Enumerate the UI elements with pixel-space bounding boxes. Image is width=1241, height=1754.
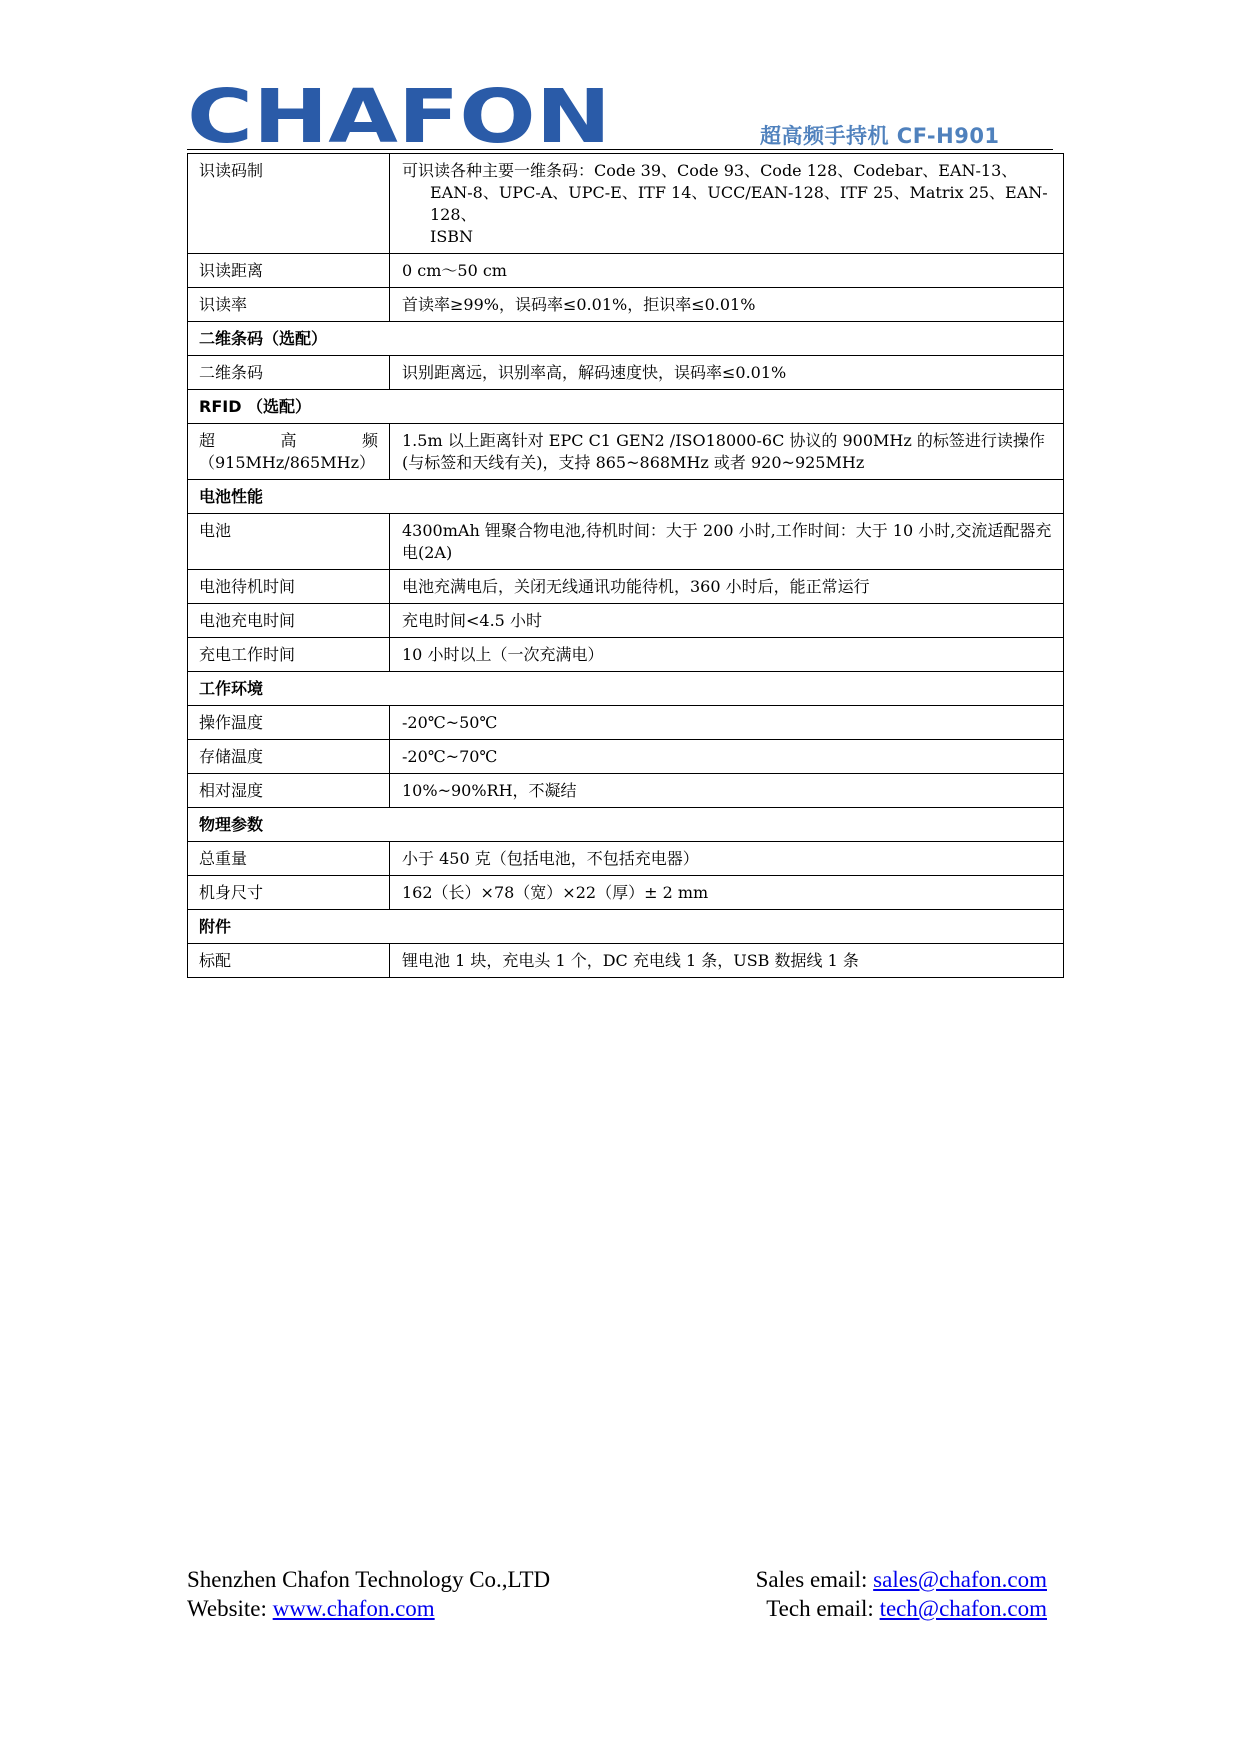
- section-title: 物理参数: [188, 808, 1064, 842]
- row-label: 识读率: [188, 288, 390, 322]
- row-label: 电池待机时间: [188, 570, 390, 604]
- section-header: [188, 390, 1064, 424]
- table-row: [188, 154, 1064, 254]
- footer: [187, 1565, 1047, 1623]
- table-row: [188, 842, 1064, 876]
- row-value: 162（长）×78（宽）×22（厚）± 2 mm: [390, 876, 1064, 910]
- row-label: 电池充电时间: [188, 604, 390, 638]
- row-value: 锂电池 1 块，充电头 1 个，DC 充电线 1 条，USB 数据线 1 条: [390, 944, 1064, 978]
- section-header: [188, 480, 1064, 514]
- row-label: 相对湿度: [188, 774, 390, 808]
- row-value: 首读率≥99%，误码率≤0.01%，拒识率≤0.01%: [390, 288, 1064, 322]
- section-header: [188, 322, 1064, 356]
- website-link[interactable]: www.chafon.com: [272, 1596, 435, 1621]
- section-header: [188, 808, 1064, 842]
- sales-contact: [756, 1565, 1047, 1594]
- row-label: 二维条码: [188, 356, 390, 390]
- value-line: ISBN: [430, 227, 474, 246]
- row-label: 电池: [188, 514, 390, 570]
- chafon-logo: [187, 86, 611, 148]
- section-header: [188, 910, 1064, 944]
- tech-label: Tech email:: [766, 1596, 880, 1621]
- label-line: [199, 430, 378, 452]
- row-value: [390, 154, 1064, 254]
- section-header: [188, 672, 1064, 706]
- value-line: 可识读各种主要一维条码：Code 39、Code 93、Code 128、Codebar、EAN-13、: [402, 161, 1018, 180]
- table-row: [188, 638, 1064, 672]
- row-value: 0 cm～50 cm: [390, 254, 1064, 288]
- row-label: 识读码制: [188, 154, 390, 254]
- table-row: [188, 774, 1064, 808]
- table-row: [188, 424, 1064, 480]
- tech-contact: [766, 1594, 1047, 1623]
- row-value: 10%~90%RH，不凝结: [390, 774, 1064, 808]
- website-label: Website:: [187, 1596, 273, 1621]
- row-label: [188, 424, 390, 480]
- label-char: 频: [361, 431, 378, 450]
- table-row: [188, 706, 1064, 740]
- table-row: [188, 570, 1064, 604]
- row-label: 标配: [188, 944, 390, 978]
- table-row: [188, 514, 1064, 570]
- section-title: 二维条码（选配）: [188, 322, 1064, 356]
- footer-row: [187, 1565, 1047, 1594]
- row-label: 识读距离: [188, 254, 390, 288]
- section-title: RFID （选配）: [188, 390, 1064, 424]
- label-char: 高: [280, 431, 297, 450]
- tech-email-link[interactable]: tech@chafon.com: [879, 1596, 1047, 1621]
- label-char: 超: [199, 431, 216, 450]
- document-title: 超高频手持机 CF-H901: [760, 124, 1000, 148]
- table-row: [188, 288, 1064, 322]
- row-label: 机身尺寸: [188, 876, 390, 910]
- footer-row: [187, 1594, 1047, 1623]
- sales-label: Sales email:: [755, 1567, 874, 1592]
- row-label: 操作温度: [188, 706, 390, 740]
- row-label: 总重量: [188, 842, 390, 876]
- section-title: 工作环境: [188, 672, 1064, 706]
- logo-text: CHAFON: [187, 86, 611, 148]
- row-value: 4300mAh 锂聚合物电池,待机时间：大于 200 小时,工作时间：大于 10 小时,交流适配器充电(2A): [390, 514, 1064, 570]
- table-row: [188, 254, 1064, 288]
- table-row: [188, 356, 1064, 390]
- table-row: [188, 876, 1064, 910]
- row-value: -20℃~70℃: [390, 740, 1064, 774]
- row-value: 1.5m 以上距离针对 EPC C1 GEN2 /ISO18000-6C 协议的 900MHz 的标签进行读操作(与标签和天线有关)，支持 865~868MHz 或者 920~925MHz: [390, 424, 1064, 480]
- value-line: EAN-8、UPC-A、UPC-E、ITF 14、UCC/EAN-128、ITF 25、Matrix 25、EAN-128、: [430, 183, 1048, 224]
- row-value: 电池充满电后，关闭无线通讯功能待机，360 小时后，能正常运行: [390, 570, 1064, 604]
- row-label: 充电工作时间: [188, 638, 390, 672]
- header-divider: [187, 149, 1053, 150]
- sales-email-link[interactable]: sales@chafon.com: [873, 1567, 1047, 1592]
- row-label: 存储温度: [188, 740, 390, 774]
- section-title: 附件: [188, 910, 1064, 944]
- row-value: 识别距离远，识别率高，解码速度快，误码率≤0.01%: [390, 356, 1064, 390]
- spec-table: [187, 153, 1064, 978]
- table-row: [188, 740, 1064, 774]
- label-line: （915MHz/865MHz）: [199, 453, 376, 472]
- website-contact: [187, 1594, 435, 1623]
- table-row: [188, 604, 1064, 638]
- row-value: 10 小时以上（一次充满电）: [390, 638, 1064, 672]
- row-value: 充电时间<4.5 小时: [390, 604, 1064, 638]
- row-value: 小于 450 克（包括电池，不包括充电器）: [390, 842, 1064, 876]
- row-value: -20℃~50℃: [390, 706, 1064, 740]
- company-name: Shenzhen Chafon Technology Co.,LTD: [187, 1567, 551, 1592]
- table-row: [188, 944, 1064, 978]
- section-title: 电池性能: [188, 480, 1064, 514]
